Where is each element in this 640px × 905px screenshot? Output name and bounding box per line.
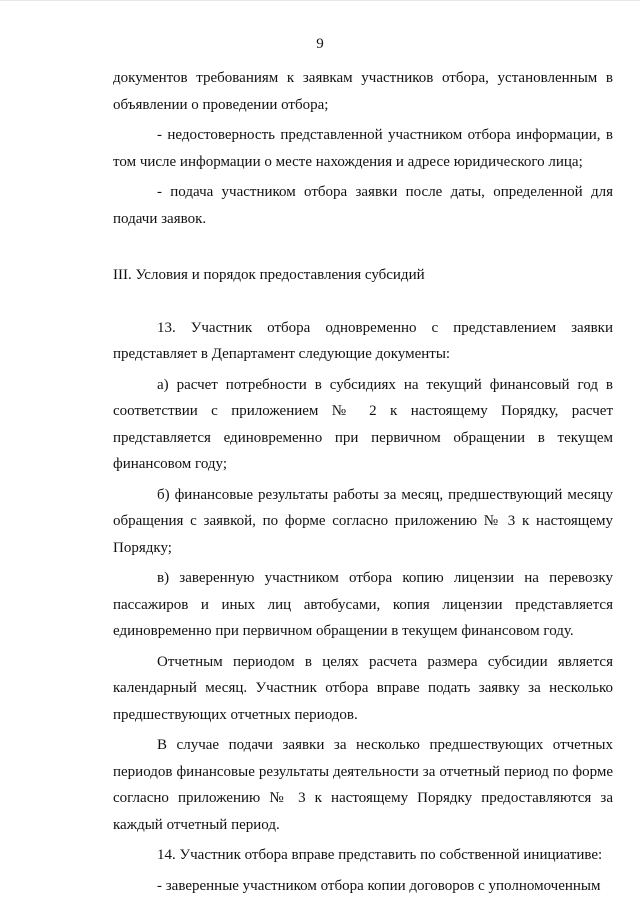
paragraph-continuation: документов требованиям к заявкам участников отбора, установленным в объявлении о проведении отбора; [113, 70, 613, 113]
paragraph-item-13: 13. Участник отбора одновременно с представлением заявки представляет в Департамент следующие документы: [113, 319, 613, 362]
section-heading: III. Условия и порядок предоставления субсидий [113, 267, 425, 283]
paragraph-item-v: в) заверенную участником отбора копию лицензии на перевозку пассажиров и иных лиц автобусами, копия лицензии представляется единовременно при первичном обращении в текущем финансовом году. [113, 570, 613, 639]
document-body [113, 65, 613, 903]
paragraph-unreliable-info: - недостоверность представленной участником отбора информации, в том числе информации о месте нахождения и адресе юридического лица; [113, 127, 613, 170]
page-top-edge [0, 0, 640, 1]
paragraph-contracts-copies: - заверенные участником отбора копии договоров с уполномоченным [157, 877, 601, 894]
page-number: 9 [316, 36, 324, 52]
paragraph-item-a: а) расчет потребности в субсидиях на текущий финансовый год в соответствии с приложением № 2 к настоящему Порядку, расчет представляется единовременно при первичном обращении в текущем финансовом году; [113, 376, 613, 472]
paragraph-late-submission: - подача участником отбора заявки после даты, определенной для подачи заявок. [113, 184, 613, 227]
paragraph-multiple-periods: В случае подачи заявки за несколько предшествующих отчетных периодов финансовые результаты деятельности за отчетный период по форме согласно приложению № 3 к настоящему Порядку предоставляются за каждый отчетный период. [113, 737, 613, 833]
paragraph-reporting-period: Отчетным периодом в целях расчета размера субсидии является календарный месяц. Участник отбора вправе подать заявку за несколько предшествующих отчетных периодов. [113, 653, 613, 723]
paragraph-item-b: б) финансовые результаты работы за месяц, предшествующий месяцу обращения с заявкой, по форме согласно приложению № 3 к настоящему Порядку; [113, 486, 613, 556]
paragraph-item-14: 14. Участник отбора вправе представить по собственной инициативе: [157, 847, 603, 863]
